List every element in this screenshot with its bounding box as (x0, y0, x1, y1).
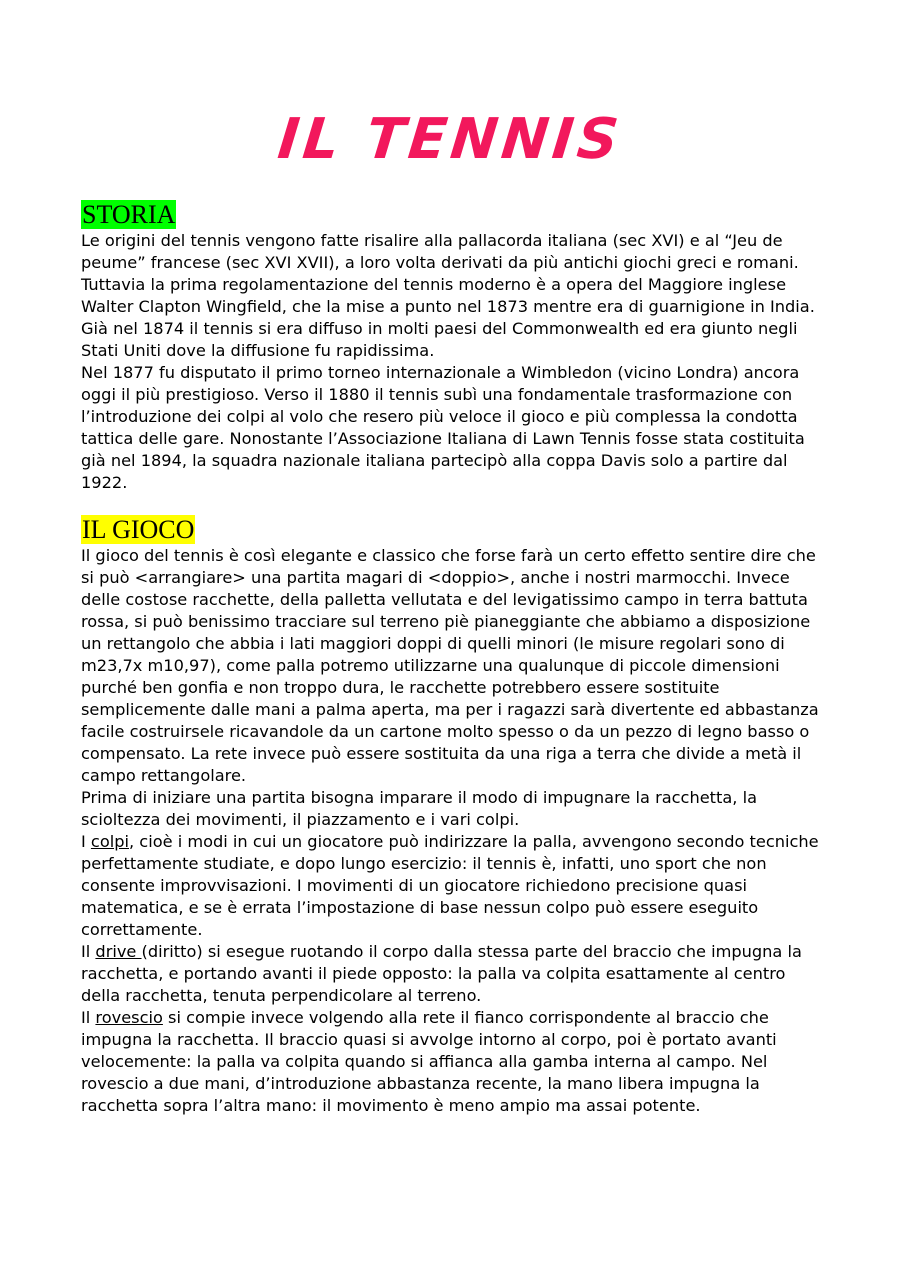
paragraph-colpi-text: , cioè i modi in cui un giocatore può indirizzare la palla, avvengono secondo tecniche perfettamente studiate, e dopo lungo esercizio: il tennis è, infatti, uno sport che non consente improvvisazioni. I movimenti di un giocatore richiedono precisione quasi matematica, e se è errata l’impostazione di base nessun colpo può essere eseguito correttamente. (81, 832, 819, 939)
page-title: IL TENNIS (274, 107, 626, 172)
paragraph-drive (81, 941, 821, 1007)
paragraph-drive-text: (diritto) si esegue ruotando il corpo dalla stessa parte del braccio che impugna la racchetta, e portando avanti il piede opposto: la palla va colpita esattamente al centro della racchetta, tenuta perpendicolare al terreno. (81, 942, 802, 1005)
term-drive: drive (95, 942, 142, 961)
paragraph-drive-pre: Il (81, 942, 96, 961)
section-heading-gioco (81, 515, 821, 545)
paragraph-colpi (81, 831, 821, 941)
paragraph-rovescio-pre: Il (81, 1008, 96, 1027)
section-storia (81, 200, 821, 494)
paragraph-colpi-pre: I (81, 832, 91, 851)
term-colpi: colpi (90, 832, 129, 851)
paragraph-gioco-1: Il gioco del tennis è così elegante e classico che forse farà un certo effetto sentire dire che si può <arrangiare> una partita magari di <doppio>, anche i nostri marmocchi. Invece delle costose racchette, della palletta vellutata e del levigatissimo campo in terra battuta rossa, si può benissimo tracciare sul terreno piè pianeggiante che abbiamo a disposizione un rettangolo che abbia i lati maggiori doppi di quelli minori (le misure regolari sono di m23,7x m10,97), come palla potremo utilizzarne una qualunque di piccole dimensioni purché ben gonfia e non troppo dura, le racchette potrebbero essere sostituite semplicemente dalle mani a palma aperta, ma per i ragazzi sarà divertente ed abbastanza facile costruirsele ricavandole da un cartone molto spesso o da un pezzo di legno basso o compensato. La rete invece può essere sostituita da una riga a terra che divide a metà il campo rettangolare. (81, 546, 819, 785)
section-heading-gioco-text: IL GIOCO (82, 515, 195, 544)
paragraph-rovescio (81, 1007, 821, 1117)
paragraph-gioco-2: Prima di iniziare una partita bisogna imparare il modo di impugnare la racchetta, la scioltezza dei movimenti, il piazzamento e i vari colpi. (81, 788, 757, 829)
term-rovescio: rovescio (95, 1008, 163, 1027)
section-heading-storia (81, 200, 821, 230)
paragraph-storia-2: Nel 1877 fu disputato il primo torneo internazionale a Wimbledon (vicino Londra) ancora oggi il più prestigioso. Verso il 1880 il tennis subì una fondamentale trasformazione con l’introduzione dei colpi al volo che resero più veloce il gioco e più complessa la condotta tattica delle gare. Nonostante l’Associazione Italiana di Lawn Tennis fosse stata costituita già nel 1894, la squadra nazionale italiana partecipò alla coppa Davis solo a partire dal 1922. (81, 363, 805, 492)
paragraph-rovescio-text: si compie invece volgendo alla rete il fianco corrispondente al braccio che impugna la racchetta. Il braccio quasi si avvolge intorno al corpo, poi è portato avanti velocemente: la palla va colpita quando si affianca alla gamba interna al campo. Nel rovescio a due mani, d’introduzione abbastanza recente, la mano libera impugna la racchetta sopra l’altra mano: il movimento è meno ampio ma assai potente. (81, 1008, 777, 1115)
section-heading-storia-text: STORIA (82, 200, 176, 229)
section-gioco (81, 515, 821, 1117)
paragraph-storia-1: Le origini del tennis vengono fatte risalire alla pallacorda italiana (sec XVI) e al “Jeu de peume” francese (sec XVI XVII), a loro volta derivati da più antichi giochi greci e romani. Tuttavia la prima regolamentazione del tennis moderno è a opera del Maggiore inglese Walter Clapton Wingfield, che la mise a punto nel 1873 mentre era di guarnigione in India. Già nel 1874 il tennis si era diffuso in molti paesi del Commonwealth ed era giunto negli Stati Uniti dove la diffusione fu rapidissima. (81, 231, 815, 360)
